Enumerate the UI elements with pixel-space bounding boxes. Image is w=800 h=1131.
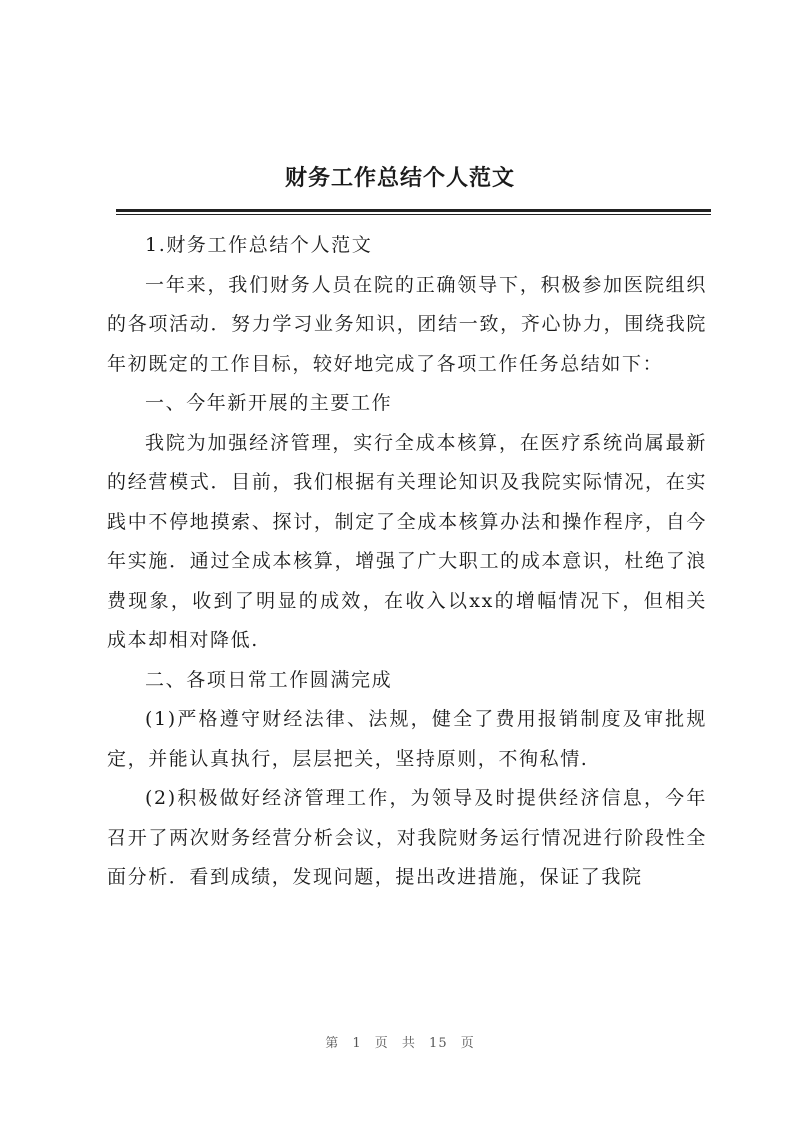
title-divider-thin [116,214,711,215]
section-heading-daily-work: 二、各项日常工作圆满完成 [145,668,393,691]
page-number-footer: 第 1 页 共 15 页 [325,1036,475,1051]
paragraph-cost-accounting: 我院为加强经济管理，实行全成本核算，在医疗系统尚属最新的经营模式．目前，我们根据有关理论知识及我院实际情况，在实践中不停地摸索、探讨，制定了全成本核算办法和操作程序，自今年实施．通过全成本核算，增强了广大职工的成本意识，杜绝了浪费现象，收到了明显的成效，在收入以xx的增幅情况下，但相关成本却相对降低. [107,431,707,651]
paragraph-intro: 一年来，我们财务人员在院的正确领导下，积极参加医院组织的各项活动．努力学习业务知识，团结一致，齐心协力，围绕我院年初既定的工作目标，较好地完成了各项工作任务总结如下： [107,273,707,375]
paragraph-item-1: (1)严格遵守财经法律、法规，健全了费用报销制度及审批规定，并能认真执行，层层把关，坚持原则，不徇私情. [107,708,707,770]
section-heading-new-work: 一、今年新开展的主要工作 [145,392,393,414]
title-divider-thick [116,209,711,212]
document-title: 财务工作总结个人范文 [284,166,515,191]
paragraph-heading-1: 1.财务工作总结个人范文 [145,234,373,256]
document-body [107,226,707,898]
paragraph-item-2: (2)积极做好经济管理工作，为领导及时提供经济信息，今年召开了两次财务经营分析会议，对我院财务运行情况进行阶段性全面分析．看到成绩，发现问题，提出改进措施，保证了我院 [107,787,707,888]
